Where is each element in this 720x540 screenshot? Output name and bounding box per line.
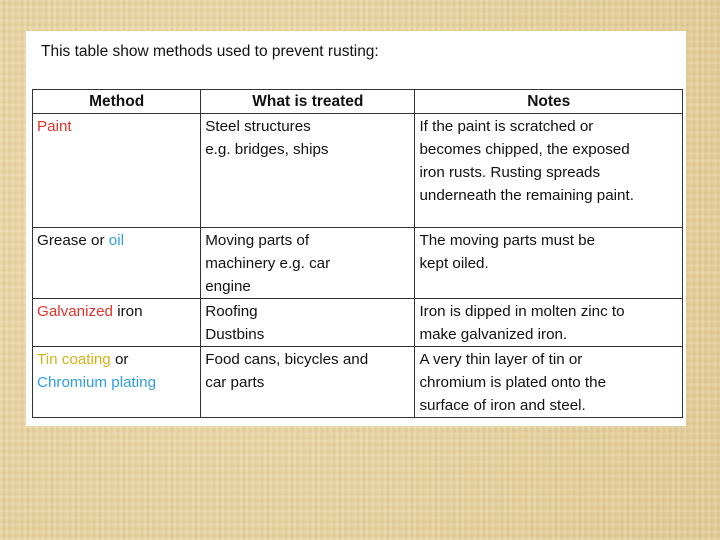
treated-line: e.g. bridges, ships bbox=[205, 141, 329, 158]
table-row bbox=[33, 347, 683, 418]
notes-line: becomes chipped, the exposed bbox=[419, 141, 630, 158]
treated-cell bbox=[201, 299, 415, 347]
notes-line: Iron is dipped in molten zinc to bbox=[419, 303, 625, 320]
slide-panel bbox=[26, 31, 686, 426]
rust-prevention-table bbox=[32, 89, 683, 418]
treated-cell bbox=[201, 228, 415, 299]
notes-line: chromium is plated onto the bbox=[419, 374, 607, 391]
method-text: Chromium plating bbox=[37, 374, 157, 391]
header-what-is-treated: What is treated bbox=[201, 90, 415, 114]
notes-line: kept oiled. bbox=[419, 255, 489, 272]
table-row bbox=[33, 114, 683, 228]
header-notes: Notes bbox=[415, 90, 683, 114]
notes-line: A very thin layer of tin or bbox=[419, 351, 583, 368]
method-cell bbox=[33, 299, 201, 347]
table-caption: This table show methods used to prevent rusting: bbox=[41, 43, 379, 60]
notes-cell bbox=[415, 228, 683, 299]
treated-line: machinery e.g. car bbox=[205, 255, 331, 272]
method-text: Grease or bbox=[37, 232, 109, 249]
treated-line: car parts bbox=[205, 374, 265, 391]
notes-line: iron rusts. Rusting spreads bbox=[419, 164, 601, 181]
treated-line: Dustbins bbox=[205, 326, 265, 343]
notes-cell bbox=[415, 347, 683, 418]
table-row bbox=[33, 228, 683, 299]
method-text: Paint bbox=[37, 118, 72, 135]
notes-line: make galvanized iron. bbox=[419, 326, 568, 343]
treated-cell bbox=[201, 114, 415, 228]
treated-line: Steel structures bbox=[205, 118, 311, 135]
header-row bbox=[33, 90, 683, 114]
method-text: oil bbox=[108, 232, 124, 249]
notes-cell bbox=[415, 299, 683, 347]
method-text: Galvanized bbox=[37, 303, 113, 320]
method-cell bbox=[33, 347, 201, 418]
method-cell bbox=[33, 228, 201, 299]
notes-line: The moving parts must be bbox=[419, 232, 596, 249]
notes-line: underneath the remaining paint. bbox=[419, 187, 634, 204]
method-cell bbox=[33, 114, 201, 228]
notes-line: surface of iron and steel. bbox=[419, 397, 586, 414]
notes-line: If the paint is scratched or bbox=[419, 118, 594, 135]
treated-line: Food cans, bicycles and bbox=[205, 351, 369, 368]
header-method: Method bbox=[33, 90, 201, 114]
table-row bbox=[33, 299, 683, 347]
treated-line: Roofing bbox=[205, 303, 258, 320]
notes-cell bbox=[415, 114, 683, 228]
treated-cell bbox=[201, 347, 415, 418]
method-text: or bbox=[110, 351, 129, 368]
treated-line: engine bbox=[205, 278, 251, 295]
treated-line: Moving parts of bbox=[205, 232, 310, 249]
method-text: Tin coating bbox=[37, 351, 111, 368]
method-text: iron bbox=[112, 303, 143, 320]
